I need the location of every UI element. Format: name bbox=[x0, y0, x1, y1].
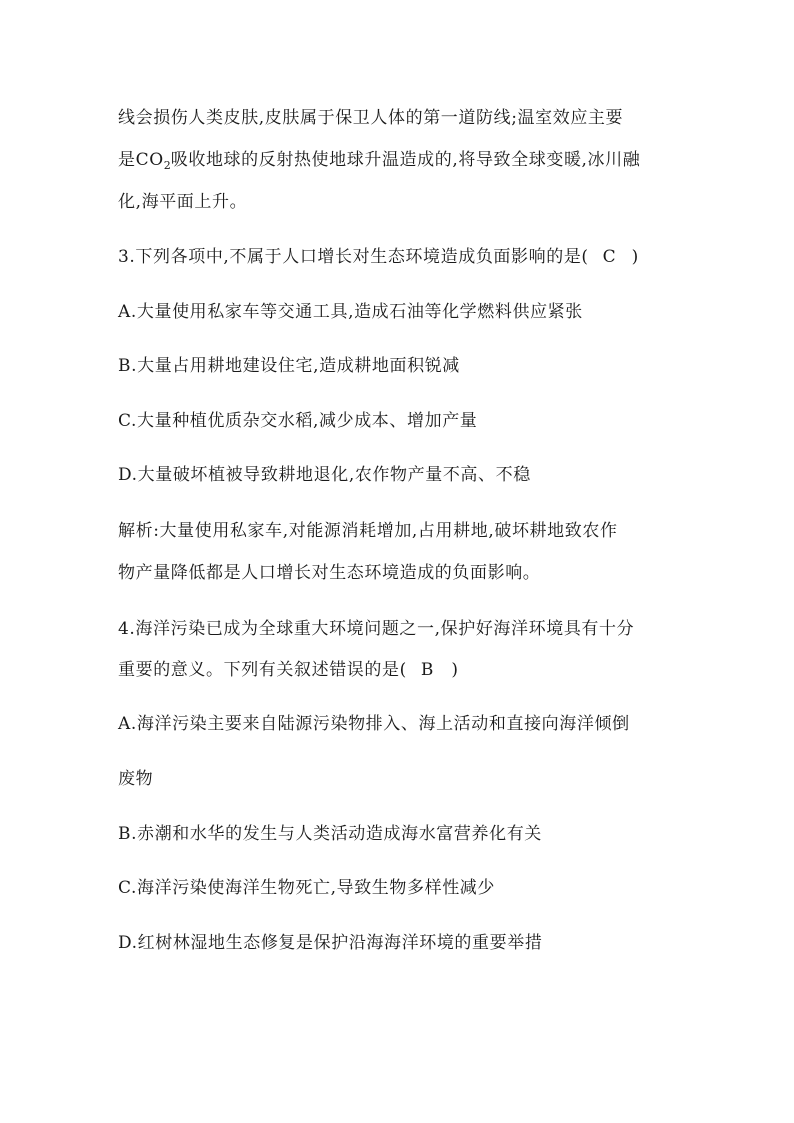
question-3-option-b: B.大量占用耕地建设住宅,造成耕地面积锐减 bbox=[118, 356, 460, 376]
question-3-stem bbox=[118, 245, 639, 269]
question-4-option-a-line-1: A.海洋污染主要来自陆源污染物排入、海上活动和直接向海洋倾倒 bbox=[118, 714, 630, 734]
explanation-line-1: 线会损伤人类皮肤,皮肤属于保卫人体的第一道防线;温室效应主要 bbox=[118, 108, 624, 128]
question-4-option-a-line-2: 废物 bbox=[118, 769, 154, 789]
co2-subscript: 2 bbox=[163, 159, 171, 172]
question-3-analysis-line-2: 物产量降低都是人口增长对生态环境造成的负面影响。 bbox=[118, 563, 541, 583]
question-3-answer: C bbox=[602, 247, 616, 267]
question-3-option-a: A.大量使用私家车等交通工具,造成石油等化学燃料供应紧张 bbox=[118, 302, 583, 322]
question-stem-text: 重要的意义。下列有关叙述错误的是( bbox=[118, 660, 407, 680]
question-4-option-c: C.海洋污染使海洋生物死亡,导致生物多样性减少 bbox=[118, 878, 496, 898]
question-4-stem-line-2 bbox=[118, 658, 459, 682]
explanation-text: 是CO bbox=[118, 150, 164, 170]
explanation-text: 吸收地球的反射热使地球升温造成的,将导致全球变暖,冰川融 bbox=[170, 150, 641, 170]
question-4-option-d: D.红树林湿地生态修复是保护沿海海洋环境的重要举措 bbox=[118, 933, 543, 953]
question-close-paren: ) bbox=[631, 247, 639, 267]
question-close-paren: ) bbox=[451, 660, 459, 680]
question-3-option-c: C.大量种植优质杂交水稻,减少成本、增加产量 bbox=[118, 411, 478, 431]
question-4-stem-line-1: 4.海洋污染已成为全球重大环境问题之一,保护好海洋环境具有十分 bbox=[118, 619, 635, 639]
explanation-line-3: 化,海平面上升。 bbox=[118, 192, 248, 212]
question-4-answer: B bbox=[420, 660, 434, 680]
explanation-line-2 bbox=[118, 148, 640, 178]
question-stem-text: 3.下列各项中,不属于人口增长对生态环境造成负面影响的是( bbox=[118, 247, 589, 267]
question-3-analysis-line-1: 解析:大量使用私家车,对能源消耗增加,占用耕地,破坏耕地致农作 bbox=[118, 521, 618, 541]
question-4-option-b: B.赤潮和水华的发生与人类活动造成海水富营养化有关 bbox=[118, 824, 542, 844]
question-3-option-d: D.大量破坏植被导致耕地退化,农作物产量不高、不稳 bbox=[118, 465, 531, 485]
